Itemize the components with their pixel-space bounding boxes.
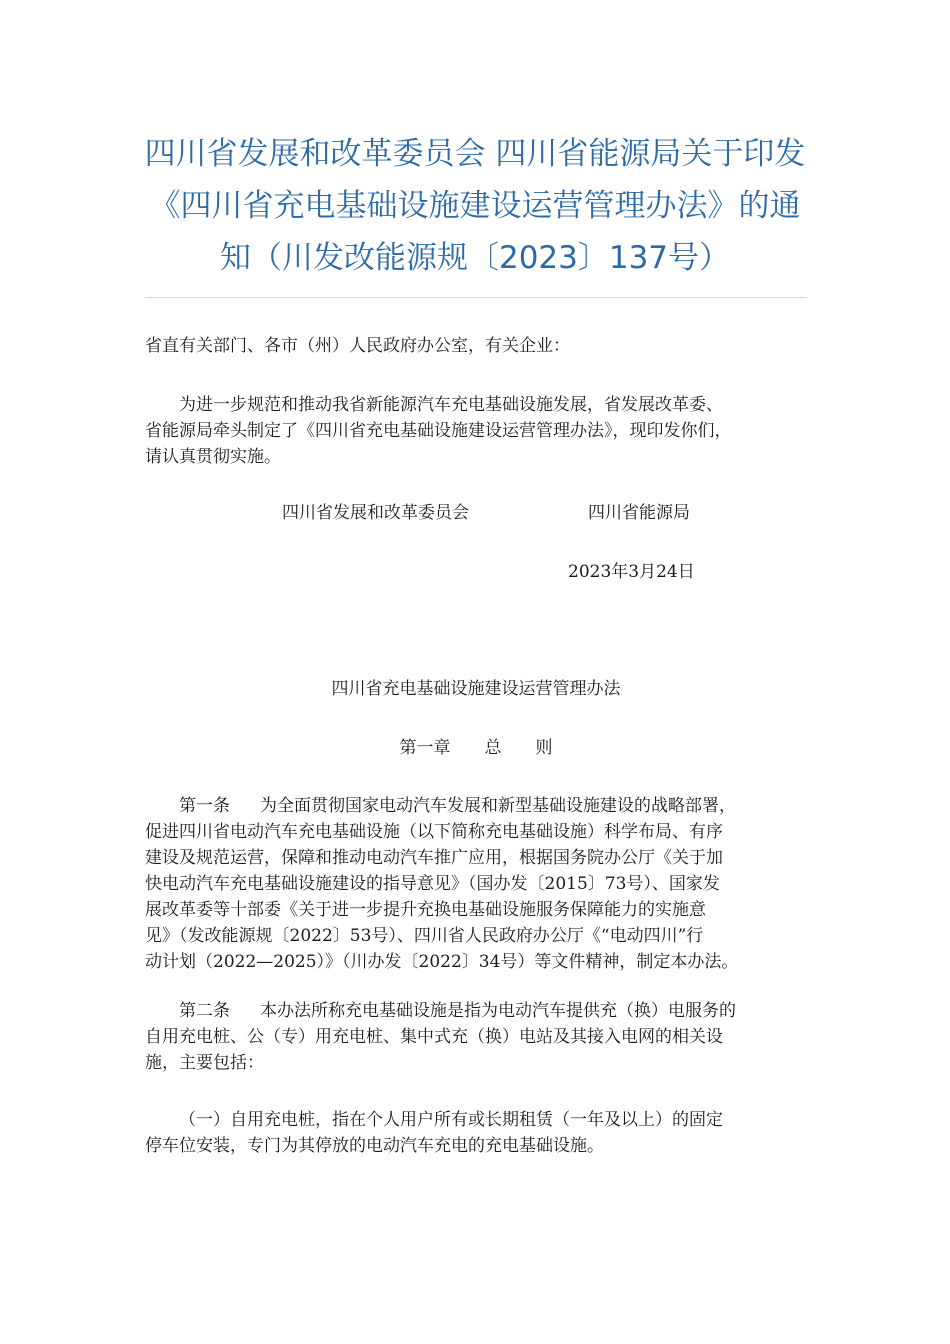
notice-body (145, 392, 807, 470)
item-1-line: （一）自用充电桩，指在个人用户所有或长期租赁（一年及以上）的固定 (179, 1110, 723, 1130)
article-2-line: 本办法所称充电基础设施是指为电动汽车提供充（换）电服务的 (260, 1001, 736, 1021)
article-2-label: 第二条 (179, 1001, 230, 1021)
article-2 (145, 998, 807, 1076)
title-line-3: 知（川发改能源规〔2023〕137号） (219, 240, 731, 276)
title-divider (145, 297, 807, 298)
notice-body-line: 省能源局牵头制定了《四川省充电基础设施建设运营管理办法》，现印发你们， (145, 421, 732, 441)
article-1-line: 快电动汽车充电基础设施建设的指导意见》（国办发〔2015〕73号）、国家发 (145, 874, 720, 894)
page-title (130, 128, 820, 284)
article-2-first-line (145, 998, 807, 1024)
article-2-line: 自用充电桩、公（专）用充电桩、集中式充（换）电站及其接入电网的相关设 (145, 1027, 723, 1047)
notice-body-line: 为进一步规范和推动我省新能源汽车充电基础设施发展，省发展改革委、 (179, 395, 723, 415)
issuer-energy-bureau: 四川省能源局 (588, 503, 690, 523)
issuer-ndrc: 四川省发展和改革委员会 (282, 503, 469, 523)
item-1-line: 停车位安装，专门为其停放的电动汽车充电的充电基础设施。 (145, 1136, 604, 1156)
article-1-label: 第一条 (179, 796, 230, 816)
title-line-1: 四川省发展和改革委员会 四川省能源局关于印发 (144, 136, 806, 172)
article-1-line: 促进四川省电动汽车充电基础设施（以下简称充电基础设施）科学布局、有序 (145, 822, 723, 842)
addressee: 省直有关部门、各市（州）人民政府办公室，有关企业： (145, 336, 570, 356)
article-1-line: 展改革委等十部委《关于进一步提升充换电基础设施服务保障能力的实施意 (145, 900, 706, 920)
regulation-title: 四川省充电基础设施建设运营管理办法 (331, 679, 621, 699)
article-1-line: 建设及规范运营，保障和推动电动汽车推广应用，根据国务院办公厅《关于加 (145, 848, 723, 868)
article-1-line: 动计划（2022—2025）》（川办发〔2022〕34号）等文件精神，制定本办法。 (145, 952, 739, 972)
article-1 (145, 793, 807, 975)
issue-date: 2023年3月24日 (568, 562, 695, 582)
article-1-first-line (145, 793, 807, 819)
article-1-line: 见》（发改能源规〔2022〕53号）、四川省人民政府办公厅《“电动四川”行 (145, 926, 704, 946)
chapter-heading: 第一章 总 则 (399, 738, 553, 758)
title-line-2: 《四川省充电基础设施建设运营管理办法》的通 (149, 188, 801, 224)
notice-body-line: 请认真贯彻实施。 (145, 447, 281, 467)
article-1-line: 为全面贯彻国家电动汽车发展和新型基础设施建设的战略部署， (260, 796, 736, 816)
item-1 (145, 1107, 807, 1159)
article-2-line: 施，主要包括： (145, 1053, 264, 1073)
